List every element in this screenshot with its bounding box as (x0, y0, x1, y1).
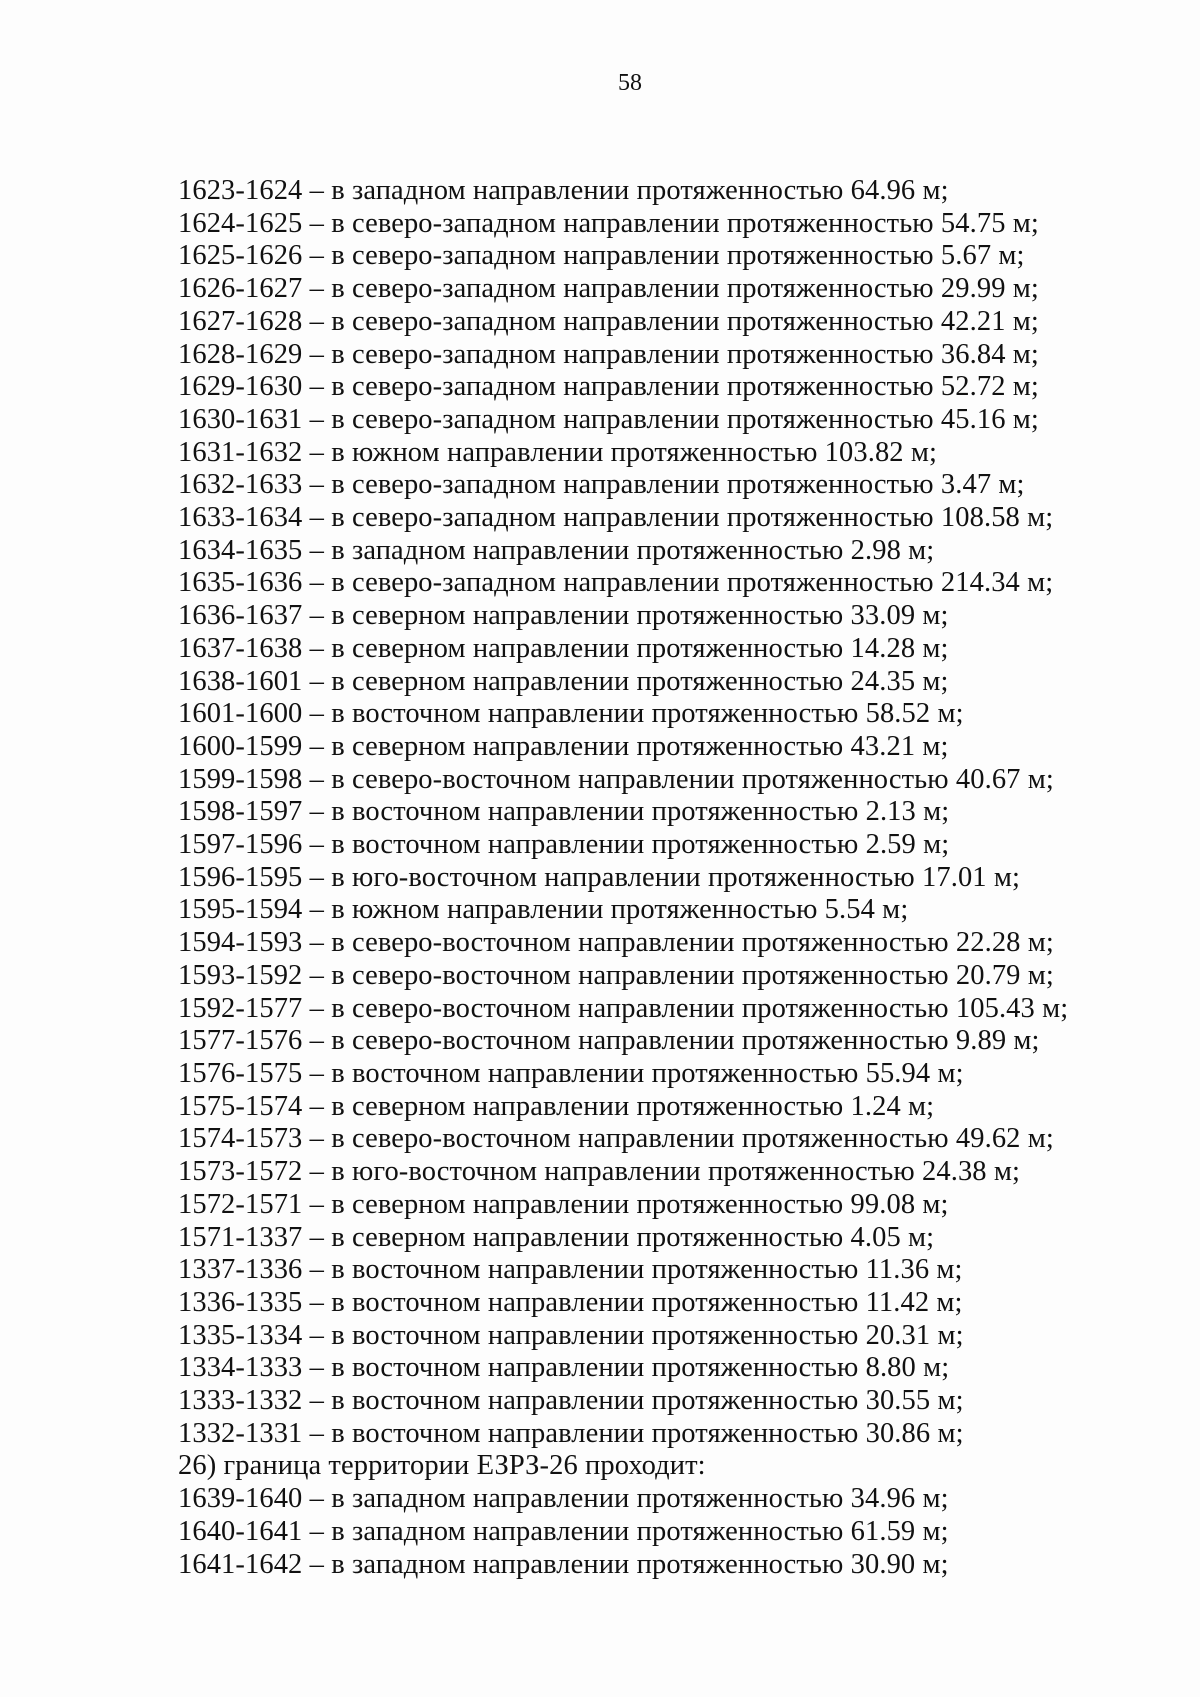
segment-line: 1629-1630 – в северо-западном направлении протяженностью 52.72 м; (178, 371, 1039, 403)
segment-line: 1332-1331 – в восточном направлении протяженностью 30.86 м; (178, 1417, 964, 1449)
segment-line: 1334-1333 – в восточном направлении протяженностью 8.80 м; (178, 1352, 950, 1384)
segment-line: 1600-1599 – в северном направлении протяженностью 43.21 м; (178, 730, 949, 762)
segment-line: 1623-1624 – в западном направлении протяженностью 64.96 м; (178, 175, 949, 206)
segment-line: 1636-1637 – в северном направлении протяженностью 33.09 м; (178, 600, 949, 632)
segment-line: 1639-1640 – в западном направлении протяженностью 34.96 м; (178, 1483, 949, 1515)
segment-line: 1337-1336 – в восточном направлении протяженностью 11.36 м; (178, 1254, 963, 1286)
segment-line: 1595-1594 – в южном направлении протяженностью 5.54 м; (178, 894, 909, 926)
page-number: 58 (618, 70, 642, 96)
segment-line: 1630-1631 – в северо-западном направлении протяженностью 45.16 м; (178, 403, 1039, 435)
segment-line: 1625-1626 – в северо-западном направлении протяженностью 5.67 м; (178, 240, 1025, 272)
segment-line: 1574-1573 – в северо-восточном направлении протяженностью 49.62 м; (178, 1123, 1054, 1155)
boundary-segments-list (178, 175, 1138, 1450)
segment-line: 1593-1592 – в северо-восточном направлении протяженностью 20.79 м; (178, 959, 1054, 991)
segment-line: 1575-1574 – в северном направлении протяженностью 1.24 м; (178, 1090, 935, 1122)
segment-line: 1336-1335 – в восточном направлении протяженностью 11.42 м; (178, 1286, 963, 1318)
segment-line: 1633-1634 – в северо-западном направлении протяженностью 108.58 м; (178, 502, 1054, 534)
segment-line: 1573-1572 – в юго-восточном направлении протяженностью 24.38 м; (178, 1156, 1021, 1188)
segment-line: 1335-1334 – в восточном направлении протяженностью 20.31 м; (178, 1319, 964, 1351)
boundary-segments-list-ezrz-26 (178, 1483, 1138, 1581)
segment-line: 1571-1337 – в северном направлении протяженностью 4.05 м; (178, 1221, 935, 1253)
segment-line: 1634-1635 – в западном направлении протяженностью 2.98 м; (178, 534, 935, 566)
segment-line: 1635-1636 – в северо-западном направлении протяженностью 214.34 м; (178, 567, 1054, 599)
segment-line: 1333-1332 – в восточном направлении протяженностью 30.55 м; (178, 1385, 964, 1417)
segment-line: 1598-1597 – в восточном направлении протяженностью 2.13 м; (178, 796, 950, 828)
segment-line: 1627-1628 – в северо-западном направлении протяженностью 42.21 м; (178, 305, 1039, 337)
segment-line: 1572-1571 – в северном направлении протяженностью 99.08 м; (178, 1188, 949, 1220)
segment-line: 1626-1627 – в северо-западном направлении протяженностью 29.99 м; (178, 273, 1039, 305)
segment-line: 1594-1593 – в северо-восточном направлении протяженностью 22.28 м; (178, 927, 1054, 959)
segment-line: 1640-1641 – в западном направлении протяженностью 61.59 м; (178, 1515, 949, 1547)
segment-line: 1632-1633 – в северо-западном направлении протяженностью 3.47 м; (178, 469, 1025, 501)
segment-line: 1601-1600 – в восточном направлении протяженностью 58.52 м; (178, 698, 964, 730)
segment-line: 1631-1632 – в южном направлении протяженностью 103.82 м; (178, 436, 938, 468)
section-heading: 26) граница территории ЕЗРЗ-26 проходит: (178, 1450, 706, 1482)
segment-line: 1599-1598 – в северо-восточном направлении протяженностью 40.67 м; (178, 763, 1054, 795)
segment-line: 1641-1642 – в западном направлении протяженностью 30.90 м; (178, 1548, 949, 1580)
segment-line: 1638-1601 – в северном направлении протяженностью 24.35 м; (178, 665, 949, 697)
segment-line: 1576-1575 – в восточном направлении протяженностью 55.94 м; (178, 1057, 964, 1089)
segment-line: 1592-1577 – в северо-восточном направлении протяженностью 105.43 м; (178, 992, 1069, 1024)
segment-line: 1577-1576 – в северо-восточном направлении протяженностью 9.89 м; (178, 1025, 1040, 1057)
boundary-description (178, 175, 1138, 1581)
segment-line: 1637-1638 – в северном направлении протяженностью 14.28 м; (178, 632, 949, 664)
segment-line: 1628-1629 – в северо-западном направлении протяженностью 36.84 м; (178, 338, 1039, 370)
segment-line: 1596-1595 – в юго-восточном направлении протяженностью 17.01 м; (178, 861, 1021, 893)
segment-line: 1597-1596 – в восточном направлении протяженностью 2.59 м; (178, 829, 950, 861)
segment-line: 1624-1625 – в северо-западном направлении протяженностью 54.75 м; (178, 207, 1039, 239)
